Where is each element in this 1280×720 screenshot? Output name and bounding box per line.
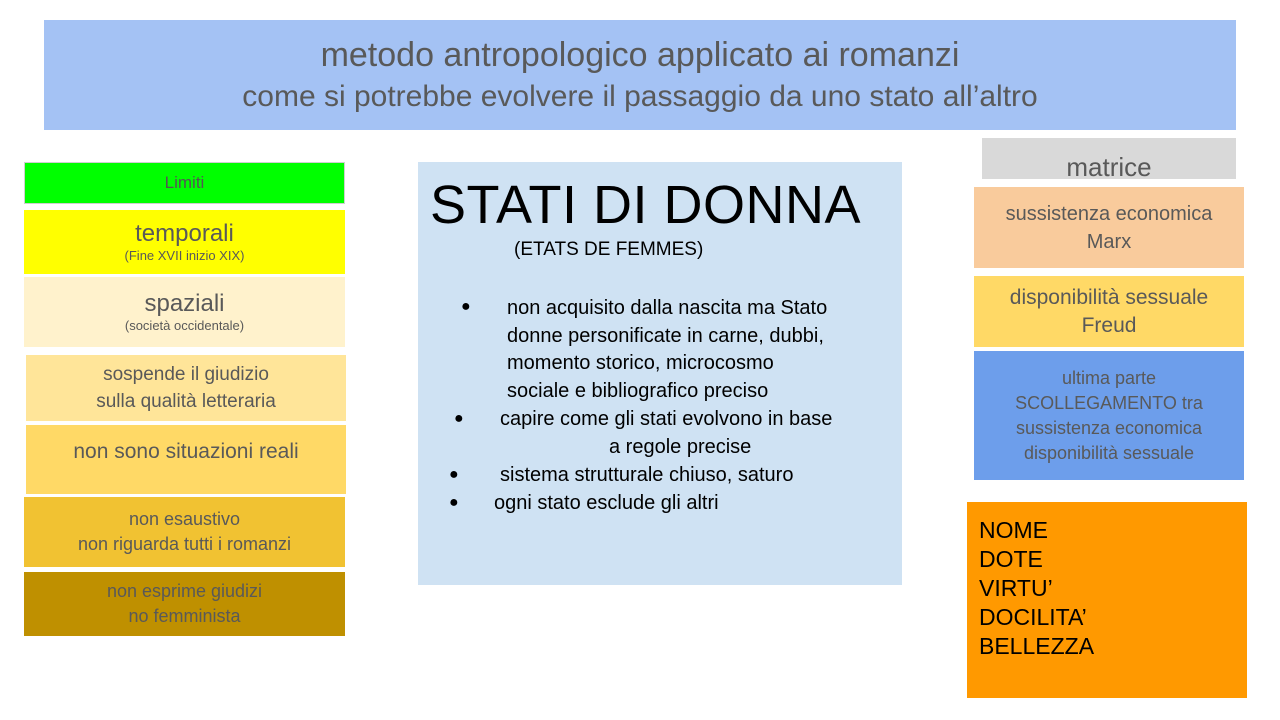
temporali-note: (Fine XVII inizio XIX) xyxy=(124,248,245,263)
header-title: metodo antropologico applicato ai romanzi xyxy=(320,36,960,74)
esaustivo-box xyxy=(24,497,345,567)
sospende-box xyxy=(26,355,346,421)
temporali-box xyxy=(24,210,345,274)
bullet-4: ogni stato esclude gli altri xyxy=(494,492,719,514)
ultima-parte-box xyxy=(974,351,1244,480)
freud-box xyxy=(974,276,1244,347)
header-subtitle: come si potrebbe evolvere il passaggio da uno stato all’altro xyxy=(242,80,1038,113)
bullet-3: sistema strutturale chiuso, saturo xyxy=(500,464,794,486)
giudizi-line-1: non esprime giudizi xyxy=(106,581,263,601)
ultima-line-1: ultima parte xyxy=(1061,367,1157,388)
header-banner xyxy=(44,20,1236,130)
nome-item-2: DOTE xyxy=(979,546,1043,572)
esaustivo-line-1: non esaustivo xyxy=(128,509,241,529)
bullet-1-line-2: donne personificate in carne, dubbi, xyxy=(507,325,824,347)
sospende-line-2: sulla qualità letteraria xyxy=(96,391,276,412)
stati-title: STATI DI DONNA xyxy=(430,175,862,235)
giudizi-box xyxy=(24,572,345,636)
stati-panel xyxy=(418,162,902,585)
matrice-box xyxy=(982,138,1236,182)
bullet-1-line-4: sociale e bibliografico preciso xyxy=(507,380,769,402)
freud-line-2: Freud xyxy=(1081,313,1137,337)
stati-subtitle: (ETATS DE FEMMES) xyxy=(514,239,704,260)
bullet-dot-2: ● xyxy=(454,410,464,427)
bullet-2-line-2: a regole precise xyxy=(609,436,752,458)
giudizi-line-2: no femminista xyxy=(128,606,241,626)
situazioni-label: non sono situazioni reali xyxy=(73,439,299,463)
limiti-box xyxy=(24,162,345,204)
bullet-1-line-1: non acquisito dalla nascita ma Stato xyxy=(507,297,828,319)
sospende-line-1: sospende il giudizio xyxy=(103,364,269,385)
nome-list-box xyxy=(967,502,1247,698)
spaziali-box xyxy=(24,277,345,347)
marx-line-1: sussistenza economica xyxy=(1005,202,1213,225)
spaziali-note: (società occidentale) xyxy=(124,318,245,333)
esaustivo-line-2: non riguarda tutti i romanzi xyxy=(77,534,292,554)
nome-item-3: VIRTU’ xyxy=(979,575,1053,601)
limiti-label: Limiti xyxy=(164,173,205,192)
marx-box xyxy=(974,187,1244,268)
freud-line-1: disponibilità sessuale xyxy=(1009,285,1209,309)
ultima-line-4: disponibilità sessuale xyxy=(1023,442,1195,463)
bullet-2-line-1: capire come gli stati evolvono in base xyxy=(500,408,833,430)
ultima-line-3: sussistenza economica xyxy=(1015,417,1203,438)
matrice-label: matrice xyxy=(1066,152,1152,182)
bullet-dot-3: ● xyxy=(449,466,459,483)
nome-item-4: DOCILITA’ xyxy=(979,604,1087,630)
bullet-dot-1: ● xyxy=(461,298,471,315)
situazioni-box xyxy=(26,425,346,494)
bullet-dot-4: ● xyxy=(449,494,459,511)
nome-item-1: NOME xyxy=(979,517,1048,543)
nome-item-5: BELLEZZA xyxy=(979,633,1095,659)
marx-line-2: Marx xyxy=(1086,230,1132,253)
temporali-title: temporali xyxy=(135,220,234,247)
bullet-1-line-3: momento storico, microcosmo xyxy=(507,352,774,374)
spaziali-title: spaziali xyxy=(144,290,225,317)
ultima-line-2: SCOLLEGAMENTO tra xyxy=(1015,392,1203,413)
